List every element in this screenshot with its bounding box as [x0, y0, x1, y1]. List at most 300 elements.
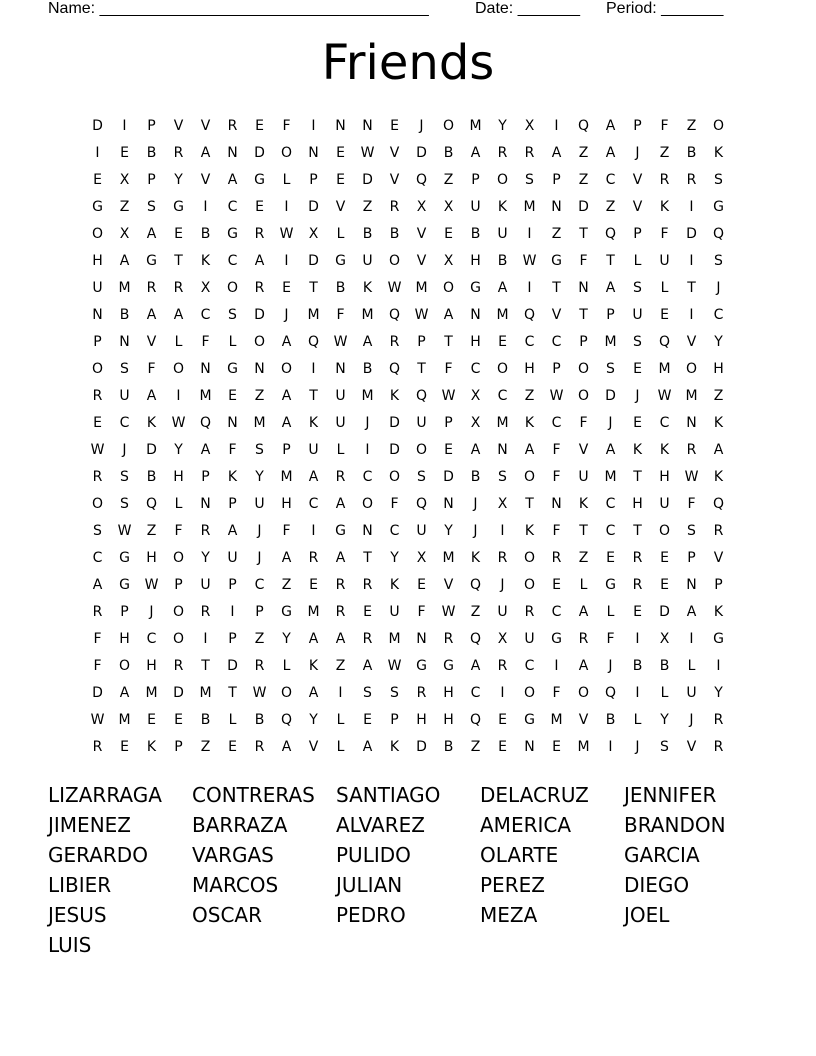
- grid-letter: R: [416, 684, 427, 701]
- grid-letter: Z: [281, 576, 292, 593]
- grid-letter: V: [200, 117, 211, 134]
- grid-letter: K: [146, 738, 157, 755]
- grid-letter: R: [686, 171, 697, 188]
- grid-letter: T: [309, 387, 318, 404]
- grid-letter: C: [605, 522, 616, 539]
- grid-letter: R: [173, 657, 184, 674]
- page-title: Friends: [321, 35, 495, 91]
- grid-letter: J: [419, 117, 424, 134]
- grid-letter: X: [659, 630, 670, 647]
- grid-letter: M: [496, 414, 509, 431]
- grid-letter: E: [606, 549, 615, 566]
- grid-letter: C: [308, 495, 319, 512]
- grid-letter: Y: [390, 549, 399, 566]
- grid-letter: I: [338, 684, 343, 701]
- grid-letter: E: [228, 738, 237, 755]
- grid-letter: R: [146, 279, 157, 296]
- grid-letter: D: [362, 171, 373, 188]
- grid-row: [84, 571, 732, 598]
- word-bank-item: GARCIA: [624, 843, 700, 867]
- grid-letter: N: [119, 333, 130, 350]
- grid-letter: T: [444, 333, 453, 350]
- grid-letter: E: [660, 306, 669, 323]
- grid-letter: B: [443, 738, 454, 755]
- grid-letter: R: [362, 576, 373, 593]
- grid-letter: V: [686, 333, 697, 350]
- grid-letter: F: [579, 414, 588, 431]
- grid-letter: E: [498, 711, 507, 728]
- grid-letter: B: [443, 144, 454, 161]
- grid-row: [84, 139, 732, 166]
- grid-letter: F: [579, 252, 588, 269]
- grid-letter: A: [308, 468, 319, 485]
- grid-letter: L: [282, 657, 291, 674]
- grid-letter: B: [389, 225, 400, 242]
- grid-letter: M: [523, 198, 536, 215]
- word-bank-item: JOEL: [624, 903, 670, 927]
- grid-letter: L: [606, 603, 615, 620]
- grid-letter: I: [689, 198, 694, 215]
- grid-letter: H: [416, 711, 427, 728]
- grid-letter: T: [201, 657, 210, 674]
- grid-letter: S: [147, 198, 156, 215]
- grid-letter: W: [441, 387, 456, 404]
- grid-letter: Q: [415, 387, 428, 404]
- grid-letter: J: [122, 441, 127, 458]
- grid-letter: A: [200, 441, 211, 458]
- grid-letter: J: [689, 711, 694, 728]
- grid-letter: A: [308, 684, 319, 701]
- grid-letter: D: [173, 684, 184, 701]
- grid-letter: U: [470, 198, 481, 215]
- grid-letter: X: [470, 414, 481, 431]
- grid-letter: Q: [604, 225, 617, 242]
- grid-letter: N: [227, 144, 238, 161]
- grid-letter: L: [336, 738, 345, 755]
- grid-letter: C: [551, 603, 562, 620]
- grid-letter: N: [524, 738, 535, 755]
- grid-row: [84, 247, 732, 274]
- grid-letter: L: [579, 576, 588, 593]
- grid-letter: Q: [199, 414, 212, 431]
- grid-letter: U: [497, 225, 508, 242]
- grid-letter: V: [443, 576, 454, 593]
- grid-letter: P: [228, 576, 237, 593]
- grid-letter: R: [686, 441, 697, 458]
- grid-letter: A: [200, 144, 211, 161]
- word-bank-item: PEDRO: [336, 903, 406, 927]
- grid-letter: I: [689, 252, 694, 269]
- grid-letter: M: [388, 630, 401, 647]
- grid-letter: G: [713, 630, 724, 647]
- grid-letter: Z: [254, 387, 265, 404]
- grid-letter: D: [254, 144, 265, 161]
- grid-letter: F: [93, 657, 102, 674]
- grid-letter: F: [660, 225, 669, 242]
- grid-letter: W: [279, 225, 294, 242]
- grid-letter: R: [335, 576, 346, 593]
- grid-letter: Z: [578, 144, 589, 161]
- grid-letter: N: [416, 630, 427, 647]
- grid-letter: Q: [604, 684, 617, 701]
- grid-letter: W: [360, 144, 375, 161]
- grid-letter: Q: [388, 306, 401, 323]
- grid-letter: E: [390, 117, 399, 134]
- grid-letter: O: [280, 360, 293, 377]
- grid-letter: S: [633, 333, 642, 350]
- grid-letter: F: [552, 684, 561, 701]
- grid-letter: R: [524, 144, 535, 161]
- grid-letter: O: [361, 495, 374, 512]
- grid-letter: S: [633, 279, 642, 296]
- grid-letter: I: [203, 630, 208, 647]
- grid-letter: O: [172, 630, 185, 647]
- grid-letter: T: [606, 252, 615, 269]
- grid-letter: M: [550, 711, 563, 728]
- grid-letter: R: [254, 279, 265, 296]
- word-bank-item: OSCAR: [192, 903, 262, 927]
- grid-letter: L: [228, 711, 237, 728]
- grid-letter: H: [119, 630, 130, 647]
- grid-letter: C: [524, 333, 535, 350]
- grid-letter: Y: [174, 441, 183, 458]
- grid-letter: A: [254, 252, 265, 269]
- grid-letter: X: [497, 495, 508, 512]
- grid-letter: V: [713, 549, 724, 566]
- grid-letter: T: [525, 495, 534, 512]
- grid-letter: F: [552, 522, 561, 539]
- grid-letter: R: [632, 576, 643, 593]
- grid-letter: K: [713, 603, 724, 620]
- grid-letter: T: [579, 306, 588, 323]
- grid-letter: S: [417, 468, 426, 485]
- grid-letter: J: [635, 144, 640, 161]
- grid-letter: E: [255, 117, 264, 134]
- grid-letter: R: [713, 522, 724, 539]
- grid-letter: C: [227, 252, 238, 269]
- grid-letter: Z: [605, 198, 616, 215]
- grid-letter: A: [146, 387, 157, 404]
- grid-letter: I: [500, 684, 505, 701]
- grid-letter: Q: [523, 306, 536, 323]
- grid-letter: M: [577, 738, 590, 755]
- grid-letter: E: [309, 576, 318, 593]
- grid-letter: I: [176, 387, 181, 404]
- grid-letter: R: [254, 738, 265, 755]
- grid-letter: R: [92, 387, 103, 404]
- grid-letter: Y: [201, 549, 210, 566]
- grid-letter: A: [686, 603, 697, 620]
- grid-letter: P: [147, 117, 156, 134]
- grid-letter: J: [635, 738, 640, 755]
- word-search-grid: [84, 112, 732, 760]
- grid-letter: P: [606, 306, 615, 323]
- word-bank-item: MARCOS: [192, 873, 279, 897]
- grid-letter: H: [92, 252, 103, 269]
- grid-letter: T: [309, 279, 318, 296]
- grid-letter: F: [228, 441, 237, 458]
- grid-letter: P: [174, 738, 183, 755]
- grid-letter: R: [713, 738, 724, 755]
- grid-letter: M: [361, 306, 374, 323]
- grid-letter: I: [311, 360, 316, 377]
- grid-letter: B: [119, 306, 130, 323]
- grid-letter: A: [578, 657, 589, 674]
- grid-row: [84, 652, 732, 679]
- grid-letter: H: [632, 495, 643, 512]
- grid-letter: Z: [524, 387, 535, 404]
- grid-letter: P: [552, 360, 561, 377]
- grid-letter: J: [608, 657, 613, 674]
- grid-letter: M: [496, 306, 509, 323]
- grid-letter: Z: [254, 630, 265, 647]
- grid-letter: H: [173, 468, 184, 485]
- grid-letter: Y: [660, 711, 669, 728]
- grid-letter: U: [497, 603, 508, 620]
- grid-letter: O: [442, 279, 455, 296]
- grid-letter: K: [524, 522, 535, 539]
- grid-letter: Q: [577, 117, 590, 134]
- grid-letter: G: [254, 171, 265, 188]
- word-bank-item: ALVAREZ: [336, 813, 425, 837]
- grid-letter: J: [473, 495, 478, 512]
- grid-letter: J: [365, 414, 370, 431]
- grid-row: [84, 490, 732, 517]
- grid-letter: K: [470, 549, 481, 566]
- grid-letter: E: [363, 603, 372, 620]
- grid-letter: G: [551, 630, 562, 647]
- grid-letter: A: [605, 441, 616, 458]
- grid-letter: D: [389, 414, 400, 431]
- word-bank-item: PULIDO: [336, 843, 411, 867]
- grid-letter: D: [389, 441, 400, 458]
- grid-letter: G: [173, 198, 184, 215]
- grid-letter: A: [281, 414, 292, 431]
- grid-letter: V: [389, 171, 400, 188]
- grid-letter: E: [633, 414, 642, 431]
- word-bank-item: OLARTE: [480, 843, 559, 867]
- grid-letter: X: [200, 279, 211, 296]
- grid-letter: C: [389, 522, 400, 539]
- grid-letter: I: [554, 657, 559, 674]
- grid-letter: D: [416, 738, 427, 755]
- grid-letter: T: [633, 522, 642, 539]
- grid-letter: U: [362, 252, 373, 269]
- grid-letter: O: [226, 279, 239, 296]
- grid-letter: O: [280, 684, 293, 701]
- grid-letter: M: [442, 549, 455, 566]
- grid-letter: O: [685, 360, 698, 377]
- grid-letter: W: [441, 603, 456, 620]
- grid-letter: R: [443, 630, 454, 647]
- grid-letter: A: [362, 738, 373, 755]
- grid-letter: L: [336, 441, 345, 458]
- grid-letter: R: [173, 279, 184, 296]
- grid-letter: R: [227, 117, 238, 134]
- grid-letter: F: [93, 630, 102, 647]
- grid-letter: O: [118, 657, 131, 674]
- grid-letter: H: [524, 360, 535, 377]
- grid-letter: L: [174, 495, 183, 512]
- grid-letter: E: [174, 225, 183, 242]
- grid-letter: M: [118, 711, 131, 728]
- grid-letter: V: [578, 711, 589, 728]
- grid-row: [84, 706, 732, 733]
- grid-letter: P: [147, 171, 156, 188]
- grid-letter: V: [146, 333, 157, 350]
- grid-row: [84, 679, 732, 706]
- grid-letter: M: [199, 387, 212, 404]
- grid-letter: V: [578, 441, 589, 458]
- grid-letter: R: [92, 738, 103, 755]
- grid-row: [84, 301, 732, 328]
- word-bank-item: MEZA: [480, 903, 538, 927]
- grid-letter: D: [254, 306, 265, 323]
- grid-letter: B: [659, 657, 670, 674]
- grid-letter: O: [415, 441, 428, 458]
- grid-letter: K: [389, 576, 400, 593]
- grid-letter: L: [633, 711, 642, 728]
- grid-letter: E: [444, 225, 453, 242]
- grid-letter: U: [632, 306, 643, 323]
- grid-letter: O: [577, 684, 590, 701]
- grid-letter: R: [497, 549, 508, 566]
- grid-letter: O: [577, 360, 590, 377]
- grid-letter: G: [443, 657, 454, 674]
- grid-letter: W: [387, 279, 402, 296]
- grid-letter: M: [469, 117, 482, 134]
- grid-letter: I: [284, 252, 289, 269]
- grid-letter: N: [551, 495, 562, 512]
- grid-letter: Y: [255, 468, 264, 485]
- word-bank-item: PEREZ: [480, 873, 545, 897]
- grid-letter: F: [552, 468, 561, 485]
- grid-letter: A: [146, 306, 157, 323]
- grid-letter: Q: [658, 333, 671, 350]
- grid-letter: N: [92, 306, 103, 323]
- grid-letter: P: [390, 711, 399, 728]
- word-bank-item: LIZARRAGA: [48, 783, 162, 807]
- grid-letter: V: [686, 738, 697, 755]
- grid-letter: R: [335, 468, 346, 485]
- grid-letter: M: [145, 684, 158, 701]
- grid-letter: C: [659, 414, 670, 431]
- grid-letter: C: [605, 495, 616, 512]
- grid-letter: R: [200, 603, 211, 620]
- grid-letter: J: [473, 522, 478, 539]
- grid-letter: E: [93, 414, 102, 431]
- grid-letter: I: [95, 144, 100, 161]
- grid-letter: S: [120, 468, 129, 485]
- grid-letter: N: [335, 117, 346, 134]
- grid-letter: P: [282, 441, 291, 458]
- grid-letter: K: [524, 414, 535, 431]
- grid-letter: C: [497, 387, 508, 404]
- grid-letter: H: [443, 684, 454, 701]
- grid-letter: B: [605, 711, 616, 728]
- grid-letter: M: [118, 279, 131, 296]
- grid-letter: F: [606, 630, 615, 647]
- grid-row: [84, 274, 732, 301]
- grid-letter: U: [335, 414, 346, 431]
- grid-letter: Q: [415, 495, 428, 512]
- grid-letter: A: [605, 279, 616, 296]
- grid-letter: C: [470, 684, 481, 701]
- grid-row: [84, 517, 732, 544]
- grid-letter: K: [632, 441, 643, 458]
- grid-letter: A: [308, 630, 319, 647]
- grid-letter: A: [470, 144, 481, 161]
- grid-letter: I: [527, 279, 532, 296]
- grid-letter: R: [92, 468, 103, 485]
- grid-letter: W: [657, 387, 672, 404]
- grid-letter: S: [120, 495, 129, 512]
- grid-letter: D: [605, 387, 616, 404]
- grid-letter: X: [308, 225, 319, 242]
- grid-letter: F: [417, 603, 426, 620]
- grid-letter: R: [551, 549, 562, 566]
- grid-letter: U: [524, 630, 535, 647]
- grid-letter: V: [632, 171, 643, 188]
- grid-letter: R: [362, 630, 373, 647]
- grid-letter: L: [174, 333, 183, 350]
- grid-letter: A: [335, 549, 346, 566]
- grid-letter: S: [660, 738, 669, 755]
- grid-letter: O: [523, 576, 536, 593]
- word-bank-item: LIBIER: [48, 873, 112, 897]
- grid-letter: W: [90, 711, 105, 728]
- grid-letter: E: [147, 711, 156, 728]
- grid-letter: L: [336, 711, 345, 728]
- grid-letter: C: [713, 306, 724, 323]
- grid-letter: B: [686, 144, 697, 161]
- grid-letter: E: [498, 333, 507, 350]
- grid-letter: O: [523, 684, 536, 701]
- grid-letter: D: [659, 603, 670, 620]
- grid-letter: J: [635, 387, 640, 404]
- grid-letter: E: [633, 603, 642, 620]
- grid-letter: R: [389, 333, 400, 350]
- grid-letter: B: [146, 144, 157, 161]
- grid-letter: E: [498, 738, 507, 755]
- grid-letter: V: [200, 171, 211, 188]
- grid-letter: A: [470, 441, 481, 458]
- grid-letter: J: [500, 576, 505, 593]
- grid-letter: B: [470, 468, 481, 485]
- grid-letter: T: [228, 684, 237, 701]
- word-bank: [48, 780, 788, 960]
- grid-letter: G: [227, 225, 238, 242]
- grid-letter: P: [471, 171, 480, 188]
- grid-letter: E: [633, 360, 642, 377]
- grid-letter: M: [253, 414, 266, 431]
- grid-letter: Y: [714, 684, 723, 701]
- grid-letter: G: [551, 252, 562, 269]
- grid-letter: L: [336, 225, 345, 242]
- grid-letter: N: [200, 495, 211, 512]
- grid-letter: T: [363, 549, 372, 566]
- grid-letter: N: [227, 414, 238, 431]
- grid-letter: N: [254, 360, 265, 377]
- grid-letter: C: [605, 171, 616, 188]
- grid-letter: I: [230, 603, 235, 620]
- grid-letter: P: [687, 549, 696, 566]
- grid-letter: O: [280, 144, 293, 161]
- grid-letter: F: [147, 360, 156, 377]
- grid-letter: V: [335, 198, 346, 215]
- grid-letter: Q: [469, 630, 482, 647]
- grid-letter: C: [551, 333, 562, 350]
